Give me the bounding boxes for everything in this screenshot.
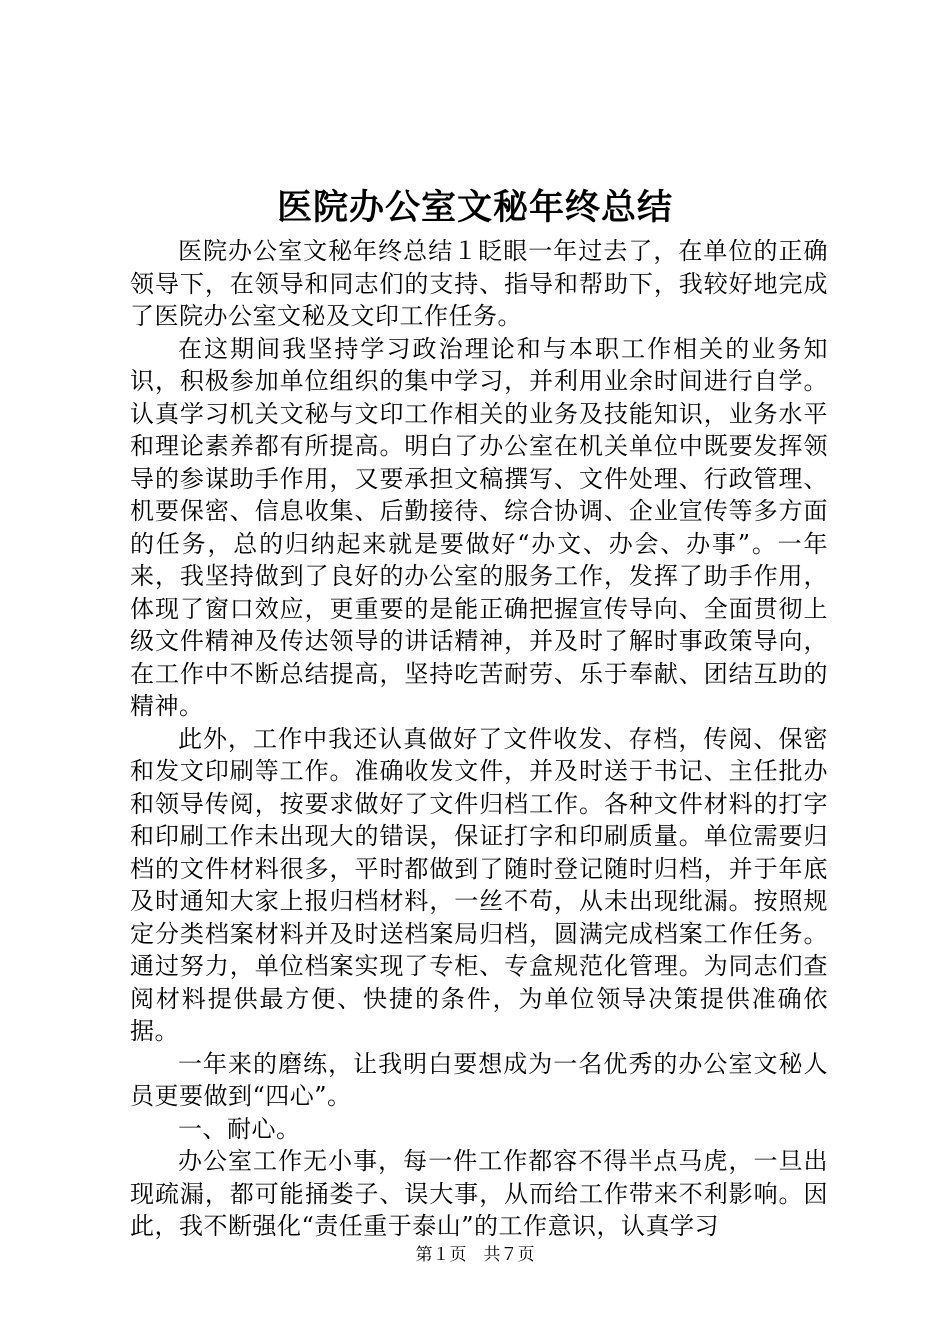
document-title: 医院办公室文秘年终总结 — [276, 187, 673, 228]
section-heading: 一、耐心。 — [178, 1114, 301, 1143]
paragraph: 办公室工作无小事，每一件工作都容不得半点马虎，一旦出现疏漏，都可能捅娄子、误大事，从而给工作带来不利影响。因此，我不断强化“责任重于泰山”的工作意识，认真学习 — [130, 1147, 828, 1240]
paragraph: 此外，工作中我还认真做好了文件收发、存档，传阅、保密和发文印刷等工作。准确收发文件，并及时送于书记、主任批办和领导传阅，按要求做好了文件归档工作。各种文件材料的打字和印刷工作未出现大的错误，保证打字和印刷质量。单位需要归档的文件材料很多，平时都做到了随时登记随时归档，并于年底及时通知大家上报归档材料，一丝不苟，从未出现纰漏。按照规定分类档案材料并及时送档案局归档，圆满完成档案工作任务。通过努力，单位档案实现了专柜、专盒规范化管理。为同志们查阅材料提供最方便、快捷的条件，为单位领导决策提供准确依据。 — [130, 724, 828, 1045]
page-number-footer: 第１页 共７页 — [415, 1245, 535, 1265]
document-body — [130, 235, 828, 1243]
paragraph: 在这期间我坚持学习政治理论和与本职工作相关的业务知识，积极参加单位组织的集中学习，并利用业余时间进行自学。认真学习机关文秘与文印工作相关的业务及技能知识，业务水平和理论素养都有所提高。明白了办公室在机关单位中既要发挥领导的参谋助手作用，又要承担文稿撰写、文件处理、行政管理、机要保密、信息收集、后勤接待、综合协调、企业宣传等多方面的任务，总的归纳起来就是要做好“办文、办会、办事”。一年来，我坚持做到了良好的办公室的服务工作，发挥了助手作用，体现了窗口效应，更重要的是能正确把握宣传导向、全面贯彻上级文件精神及传达领导的讲话精神，并及时了解时事政策导向，在工作中不断总结提高，坚持吃苦耐劳、乐于奉献、团结互助的精神。 — [130, 334, 828, 720]
paragraph: 医院办公室文秘年终总结１眨眼一年过去了，在单位的正确领导下，在领导和同志们的支持、指导和帮助下，我较好地完成了医院办公室文秘及文印工作任务。 — [130, 237, 828, 330]
paragraph: 一年来的磨练，让我明白要想成为一名优秀的办公室文秘人员更要做到“四心”。 — [130, 1049, 828, 1110]
